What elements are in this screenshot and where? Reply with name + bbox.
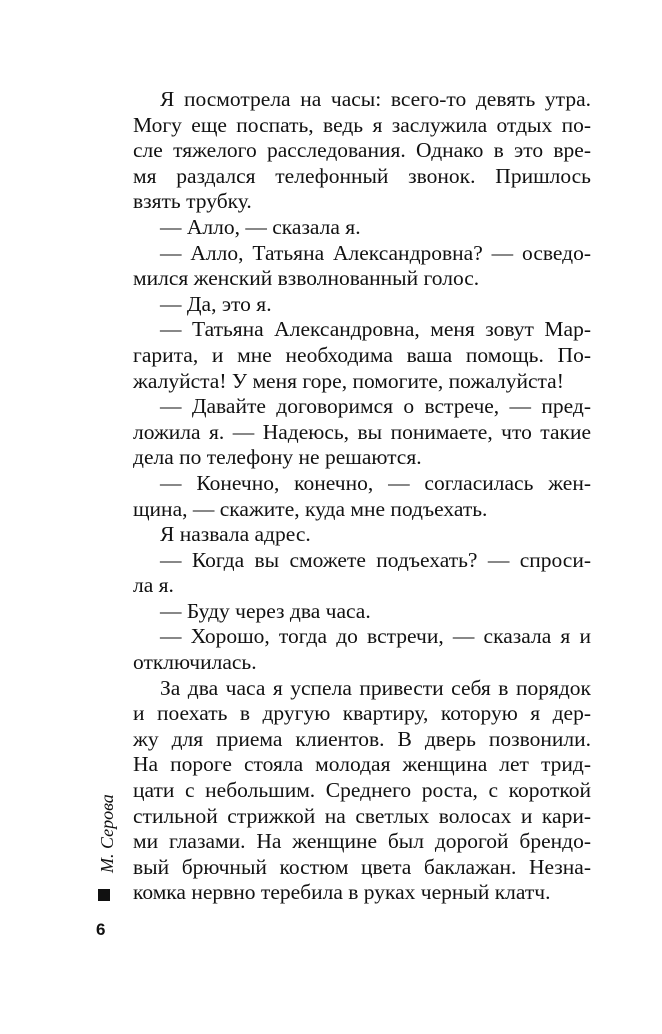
running-head-author: М. Серова — [97, 794, 117, 873]
text-line: — Когда вы сможете подъехать? — спроси- — [160, 547, 591, 572]
text-line: Я назвала адрес. — [160, 522, 311, 547]
text-line: гарита, и мне необходима ваша помощь. По- — [133, 342, 591, 367]
text-line: дела по телефону не решаются. — [133, 445, 422, 470]
text-line: — Татьяна Александровна, меня зовут Мар- — [160, 317, 591, 342]
text-line: жалуйста! У меня горе, помогите, пожалуйста! — [133, 368, 564, 393]
text-line: мя раздался телефонный звонок. Пришлось — [133, 163, 591, 188]
text-line: ми глазами. На женщине был дорогой брендо- — [133, 829, 591, 854]
text-line: — Конечно, конечно, — согласилась жен- — [160, 470, 591, 495]
text-line: и поехать в другую квартиру, которую я дер- — [133, 701, 591, 726]
text-line: — Алло, Татьяна Александровна? — осведо- — [160, 240, 591, 265]
text-line: — Да, это я. — [160, 291, 272, 316]
text-line: стильной стрижкой на светлых волосах и кари- — [133, 803, 591, 828]
square-marker-icon — [98, 889, 110, 901]
text-line: сле тяжелого расследования. Однако в это вре- — [133, 138, 591, 163]
text-line: ложила я. — Надеюсь, вы понимаете, что такие — [133, 419, 591, 444]
body-text — [133, 87, 591, 906]
text-line: За два часа я успела привести себя в порядок — [160, 675, 591, 700]
text-line: — Давайте договоримся о встрече, — пред- — [160, 394, 591, 419]
text-line: взять трубку. — [133, 189, 252, 214]
text-line: Могу еще поспать, ведь я заслужила отдых по- — [133, 112, 591, 137]
text-line: мился женский взволнованный голос. — [133, 266, 480, 291]
text-line: щина, — скажите, куда мне подъехать. — [133, 496, 488, 521]
text-line: На пороге стояла молодая женщина лет трид- — [133, 752, 591, 777]
page-number: 6 — [96, 920, 106, 939]
text-line: вый брючный костюм цвета баклажан. Незна- — [133, 854, 591, 879]
text-line: Я посмотрела на часы: всего-то девять утра. — [160, 87, 591, 111]
text-line: жу для приема клиентов. В дверь позвонили. — [133, 726, 591, 751]
text-line: ла я. — [133, 573, 174, 598]
text-line: отключилась. — [133, 650, 257, 675]
text-line: — Хорошо, тогда до встречи, — сказала я и — [160, 624, 591, 649]
text-line: — Буду через два часа. — [160, 598, 371, 623]
text-line: цати с небольшим. Среднего роста, с короткой — [133, 778, 591, 803]
text-line: — Алло, — сказала я. — [160, 214, 361, 239]
text-line: комка нервно теребила в руках черный клатч. — [133, 880, 551, 905]
